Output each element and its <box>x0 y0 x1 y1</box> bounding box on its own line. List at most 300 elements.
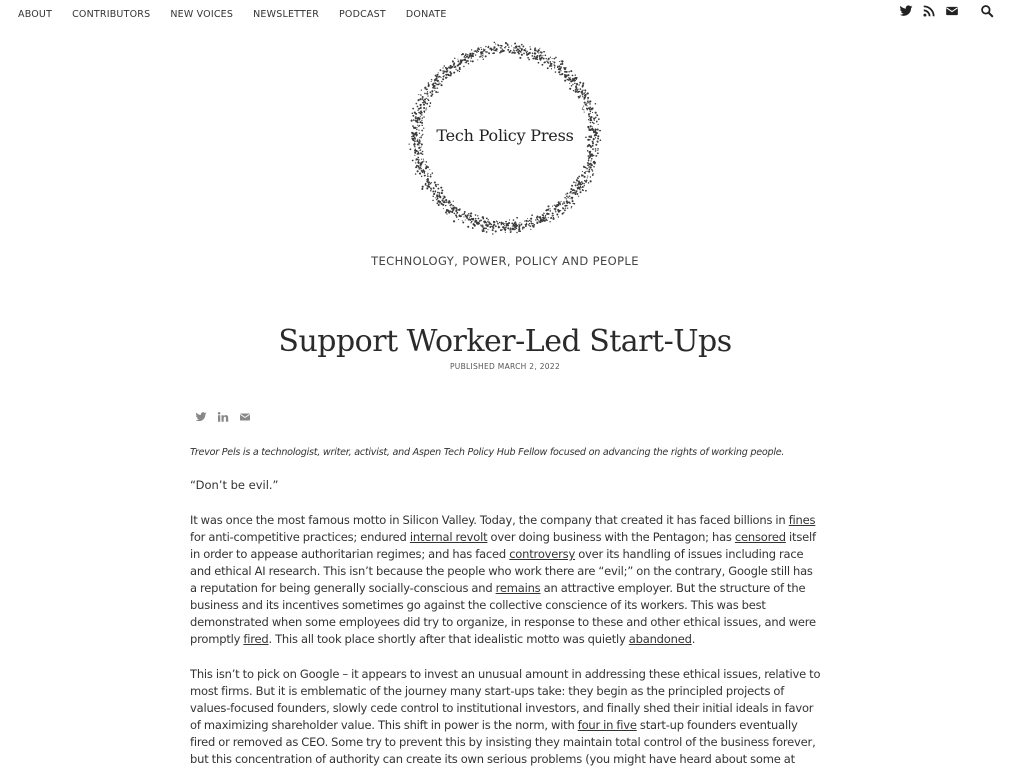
logo-dot <box>576 78 577 79</box>
logo-dot <box>420 152 422 154</box>
logo-dot <box>417 157 419 159</box>
logo-dot <box>465 62 466 63</box>
logo-dot <box>483 56 484 57</box>
logo-dot <box>488 52 490 54</box>
logo-dot <box>483 59 484 60</box>
logo-dot <box>423 116 425 118</box>
logo-dot <box>453 220 455 222</box>
logo-dot <box>420 168 422 170</box>
logo-dot <box>462 53 464 55</box>
logo-dot <box>551 68 552 69</box>
logo-dot <box>572 84 573 85</box>
logo-dot <box>597 150 598 151</box>
logo-dot <box>445 199 447 201</box>
logo-dot <box>483 219 484 220</box>
logo-dot <box>428 82 430 84</box>
logo-dot <box>501 224 502 225</box>
logo-dot <box>501 222 503 224</box>
logo-dot <box>421 188 423 190</box>
logo-dot <box>441 199 443 201</box>
logo-dot <box>591 158 592 159</box>
logo-dot <box>445 74 447 76</box>
logo-dot <box>585 92 586 93</box>
logo-dot <box>539 48 540 49</box>
logo-dot <box>538 49 540 51</box>
logo-text: Tech Policy Press <box>436 126 574 145</box>
logo-dot <box>570 198 571 199</box>
logo-dot <box>429 105 431 107</box>
logo-dot <box>457 59 458 60</box>
logo-dot <box>526 54 528 56</box>
logo-dot <box>561 60 563 62</box>
logo-dot <box>572 193 573 194</box>
logo-dot <box>465 57 466 58</box>
paragraph-text: over its handling of issues including race and ethical AI research. This isn’t because the people who work there are “evil;” on the contrary, Google still has a reputation for being generally socially-conscious and <box>190 547 813 595</box>
logo-dot <box>436 186 437 187</box>
logo-dot <box>523 49 525 51</box>
logo-dot <box>589 120 591 122</box>
logo-dot <box>542 214 544 216</box>
logo-dot <box>579 91 581 93</box>
link-remains[interactable]: remains <box>495 581 541 595</box>
logo-dot <box>449 67 451 69</box>
logo-dot <box>493 221 495 223</box>
logo-dot <box>409 148 411 150</box>
logo-dot <box>418 167 419 168</box>
logo-dot <box>562 208 564 210</box>
logo-dot <box>543 51 545 53</box>
logo-dot <box>438 83 440 85</box>
logo-dot <box>597 148 599 150</box>
logo-dot <box>467 54 469 56</box>
logo-dot <box>589 100 591 102</box>
logo-dot <box>432 200 434 202</box>
logo-dot <box>505 221 507 223</box>
logo-dot <box>526 221 527 222</box>
link-four-in-five[interactable]: four in five <box>577 718 637 732</box>
published-date: PUBLISHED MARCH 2, 2022 <box>449 362 561 371</box>
logo-dot <box>509 229 510 230</box>
logo-dot <box>439 194 441 196</box>
nav-link-contributors[interactable]: CONTRIBUTORS <box>72 9 151 20</box>
logo-dot <box>585 180 587 182</box>
logo-dot <box>519 228 520 229</box>
nav-link-newsletter[interactable]: NEWSLETTER <box>253 9 319 20</box>
logo-dot <box>485 55 487 57</box>
logo-dot <box>595 148 597 150</box>
logo-dot <box>573 90 574 91</box>
logo-dot <box>415 173 417 175</box>
logo-dot <box>452 66 454 68</box>
logo-dot <box>585 190 587 192</box>
link-abandoned[interactable]: abandoned <box>628 632 692 646</box>
logo-dot <box>415 121 417 123</box>
nav-link-podcast[interactable]: PODCAST <box>339 9 386 20</box>
logo-dot <box>588 182 589 183</box>
logo-dot <box>519 57 521 59</box>
logo-dot <box>588 163 589 164</box>
logo-dot <box>426 187 428 189</box>
logo-dot <box>587 150 589 152</box>
logo-dot <box>482 226 484 228</box>
logo-dot <box>423 160 424 161</box>
logo-dot <box>488 46 489 47</box>
logo-dot <box>577 185 578 186</box>
logo-dot <box>419 167 421 169</box>
logo-dot <box>435 91 437 93</box>
logo-dot <box>592 145 594 147</box>
logo-dot <box>471 55 473 57</box>
logo-dot <box>429 184 430 185</box>
logo-dot <box>550 61 551 62</box>
logo-dot <box>590 164 591 165</box>
logo-dot <box>455 58 456 59</box>
logo-dot <box>420 110 422 112</box>
logo-dot <box>582 94 584 96</box>
logo-dot <box>439 192 441 194</box>
logo-dot <box>558 216 559 217</box>
logo-dot <box>423 102 424 103</box>
share-linkedin-icon[interactable] <box>217 411 229 423</box>
logo-dot <box>548 213 550 215</box>
logo-dot <box>552 58 553 59</box>
envelope-icon[interactable] <box>945 4 959 18</box>
logo-dot <box>454 213 456 215</box>
logo-dot <box>552 215 553 216</box>
logo-dot <box>482 225 483 226</box>
logo-dot <box>588 93 589 94</box>
logo-dot <box>555 57 557 59</box>
logo-dot <box>471 49 472 50</box>
logo-dot <box>421 120 422 121</box>
logo-dot <box>436 202 438 204</box>
logo-dot <box>517 48 518 49</box>
logo-dot <box>578 96 580 98</box>
logo-dot <box>447 70 449 72</box>
logo-dot <box>560 70 561 71</box>
logo-dot <box>435 184 437 186</box>
logo-dot <box>421 161 423 163</box>
paragraph-text: It was once the most famous motto in Silicon Valley. Today, the company that created it has faced billions in <box>190 513 789 527</box>
logo-dot <box>580 191 582 193</box>
logo-dot <box>449 71 451 73</box>
logo-dot <box>543 58 545 60</box>
logo-dot <box>555 209 556 210</box>
logo-dot <box>472 61 474 63</box>
logo-dot <box>500 47 501 48</box>
logo-dot <box>446 210 448 212</box>
site-logo[interactable] <box>405 40 605 236</box>
logo-dot <box>569 192 570 193</box>
logo-dot <box>564 80 566 82</box>
logo-dot <box>443 208 444 209</box>
logo-dot <box>430 183 431 184</box>
logo-dot <box>452 207 454 209</box>
logo-dot <box>538 216 540 218</box>
logo-dot <box>584 102 586 104</box>
logo-dot <box>430 187 432 189</box>
logo-dot <box>414 149 416 151</box>
logo-dot <box>567 197 569 199</box>
logo-dot <box>444 201 446 203</box>
logo-dot <box>498 226 500 228</box>
logo-dot <box>434 90 435 91</box>
logo-dot <box>516 45 518 47</box>
nav-link-about[interactable]: ABOUT <box>18 9 53 20</box>
paragraph-text: over doing business with the Pentagon; has <box>487 530 735 544</box>
logo-dot <box>555 71 557 73</box>
logo-dot <box>565 207 566 208</box>
logo-dot <box>571 85 573 87</box>
link-censored[interactable]: censored <box>734 530 786 544</box>
logo-dot <box>427 99 428 100</box>
paragraph-text: start-up founders eventually fired or removed as CEO. Some try to prevent this by insisting they maintain total control of the business forever, but this concentration of authority can create its own serious problems (you might have heard about some at <box>190 718 816 766</box>
logo-dot <box>513 225 514 226</box>
logo-dot <box>575 182 576 183</box>
logo-dot <box>549 221 550 222</box>
logo-dot <box>504 229 505 230</box>
logo-dot <box>483 48 484 49</box>
logo-dot <box>412 108 414 110</box>
nav-icons <box>890 4 994 18</box>
logo-dot <box>435 197 436 198</box>
share-twitter-icon[interactable] <box>195 411 207 423</box>
logo-dot <box>590 116 592 118</box>
logo-dot <box>569 83 570 84</box>
logo-dot <box>563 201 565 203</box>
logo-dot <box>577 177 579 179</box>
logo-dot <box>558 71 560 73</box>
logo-dot <box>448 211 450 213</box>
logo-dot <box>595 155 596 156</box>
logo-dot <box>414 145 415 146</box>
logo-dot <box>492 227 494 229</box>
logo-dot <box>553 58 554 59</box>
logo-dot <box>420 105 421 106</box>
logo-dot <box>577 188 578 189</box>
logo-dot <box>432 86 434 88</box>
logo-dot <box>427 91 428 92</box>
logo-dot <box>587 164 589 166</box>
logo-dot <box>481 49 482 50</box>
nav-link-new-voices[interactable]: NEW VOICES <box>170 9 234 20</box>
logo-dot <box>586 168 588 170</box>
logo-dot <box>590 180 592 182</box>
logo-dot <box>475 220 477 222</box>
link-internal-revolt[interactable]: internal revolt <box>409 530 488 544</box>
logo-dot <box>556 204 558 206</box>
logo-dot <box>578 176 580 178</box>
logo-dot <box>440 187 442 189</box>
logo-dot <box>509 51 510 52</box>
logo-dot <box>422 169 424 171</box>
logo-dot <box>570 70 572 72</box>
paragraph-2 <box>190 666 822 768</box>
logo-dot <box>581 181 583 183</box>
logo-dot <box>497 223 499 225</box>
logo-dot <box>587 97 589 99</box>
logo-dot <box>470 212 472 214</box>
logo-dot <box>579 182 581 184</box>
logo-dot <box>553 217 554 218</box>
logo-dot <box>485 46 486 47</box>
logo-dot <box>571 197 573 199</box>
logo-dot <box>588 157 590 159</box>
rss-icon[interactable] <box>922 4 936 18</box>
logo-dot <box>554 67 555 68</box>
logo-dot <box>516 225 518 227</box>
logo-dot <box>508 47 509 48</box>
logo-dot <box>487 229 488 230</box>
logo-dot <box>590 107 591 108</box>
logo-dot <box>431 79 432 80</box>
logo-dot <box>420 94 422 96</box>
logo-dot <box>486 231 488 233</box>
logo-dot <box>424 172 425 173</box>
logo-dot <box>582 85 584 87</box>
logo-dot <box>514 227 516 229</box>
logo-dot <box>583 92 585 94</box>
logo-dot <box>419 173 421 175</box>
logo-dot <box>436 199 437 200</box>
logo-dot <box>583 190 584 191</box>
logo-dot <box>577 193 579 195</box>
logo-dot <box>514 43 516 45</box>
search-icon[interactable] <box>980 4 994 18</box>
logo-dot <box>545 216 546 217</box>
logo-dot <box>493 223 495 225</box>
logo-dot <box>568 201 570 203</box>
logo-dot <box>485 51 486 52</box>
logo-dot <box>502 49 503 50</box>
logo-dot <box>528 59 530 61</box>
logo-dot <box>426 88 428 90</box>
logo-dot <box>439 201 441 203</box>
logo-dot <box>582 82 584 84</box>
logo-dot <box>450 207 451 208</box>
logo-dot <box>501 51 503 53</box>
logo-dot <box>596 114 597 115</box>
logo-dot <box>529 220 531 222</box>
logo-dot <box>545 215 546 216</box>
logo-dot <box>424 112 425 113</box>
logo-dot <box>491 50 492 51</box>
logo-dot <box>581 187 582 188</box>
link-fines[interactable]: fines <box>788 513 816 527</box>
logo-dot <box>492 49 493 50</box>
logo-dot <box>522 46 524 48</box>
logo-dot <box>462 222 464 224</box>
logo-dot <box>582 186 584 188</box>
logo-dot <box>550 57 551 58</box>
logo-dot <box>482 216 484 218</box>
logo-dot <box>582 183 584 185</box>
link-fired[interactable]: fired <box>243 632 269 646</box>
logo-dot <box>462 220 463 221</box>
logo-dot <box>584 112 585 113</box>
logo-dot <box>505 230 506 231</box>
logo-dot <box>460 64 461 65</box>
logo-dot <box>439 76 441 78</box>
paragraph-text: itself in order to appease authoritarian regimes; and has faced <box>190 530 816 561</box>
logo-dot <box>588 160 589 161</box>
logo-dot <box>439 196 441 198</box>
logo-dot <box>465 219 466 220</box>
logo-dot <box>452 205 454 207</box>
logo-dot <box>444 71 446 73</box>
twitter-icon[interactable] <box>899 4 913 18</box>
logo-dot <box>412 112 414 114</box>
logo-dot <box>582 171 583 172</box>
logo-dot <box>486 224 487 225</box>
logo-dot <box>469 219 471 221</box>
logo-dot <box>590 111 592 113</box>
logo-dot <box>587 101 588 102</box>
logo-dot <box>460 61 462 63</box>
logo-dot <box>550 217 552 219</box>
logo-dot <box>559 61 560 62</box>
logo-dot <box>491 224 492 225</box>
logo-dot <box>522 228 524 230</box>
logo-dot <box>422 171 424 173</box>
logo-dot <box>478 51 479 52</box>
article-body <box>190 444 822 768</box>
logo-dot <box>586 102 587 103</box>
logo-dot <box>568 71 570 73</box>
logo-dot <box>468 213 470 215</box>
logo-dot <box>442 67 443 68</box>
logo-dot <box>418 147 420 149</box>
paragraph-text: for anti-competitive practices; endured <box>190 530 410 544</box>
logo-dot <box>590 155 592 157</box>
logo-dot <box>521 223 522 224</box>
link-controversy[interactable]: controversy <box>509 547 576 561</box>
logo-dot <box>475 54 476 55</box>
logo-dot <box>476 51 478 53</box>
logo-dot <box>411 120 412 121</box>
logo-dot <box>590 113 591 114</box>
paragraph-text: an attractive employer. But the structure of the business and its incentives sometimes go against the collective conscience of its workers. This was best demonstrated when some employees did try to organize, in response to these and other ethical issues, and were promptly <box>190 581 816 646</box>
logo-dot <box>466 62 468 64</box>
logo-dot <box>449 75 451 77</box>
logo-dot <box>458 63 460 65</box>
logo-dot <box>442 70 443 71</box>
logo-dot <box>434 181 436 183</box>
logo-dot <box>564 203 565 204</box>
logo-dot <box>427 95 428 96</box>
logo-dot <box>421 147 422 148</box>
logo-dot <box>471 57 473 59</box>
logo-dot <box>415 166 417 168</box>
logo-dot <box>551 65 553 67</box>
logo-dot <box>504 225 505 226</box>
logo-dot <box>511 53 512 54</box>
logo-dot <box>527 57 529 59</box>
logo-dot <box>492 233 493 234</box>
share-envelope-icon[interactable] <box>239 411 251 423</box>
logo-dot <box>535 50 536 51</box>
logo-dot <box>469 217 470 218</box>
logo-dot <box>495 230 497 232</box>
nav-link-donate[interactable]: DONATE <box>405 9 447 20</box>
logo-dot <box>596 121 598 123</box>
logo-dot <box>584 183 585 184</box>
logo-dot <box>583 106 584 107</box>
paragraph-1 <box>190 512 822 648</box>
logo-dot <box>547 205 549 207</box>
logo-dot <box>578 89 579 90</box>
logo-dot <box>495 49 497 51</box>
